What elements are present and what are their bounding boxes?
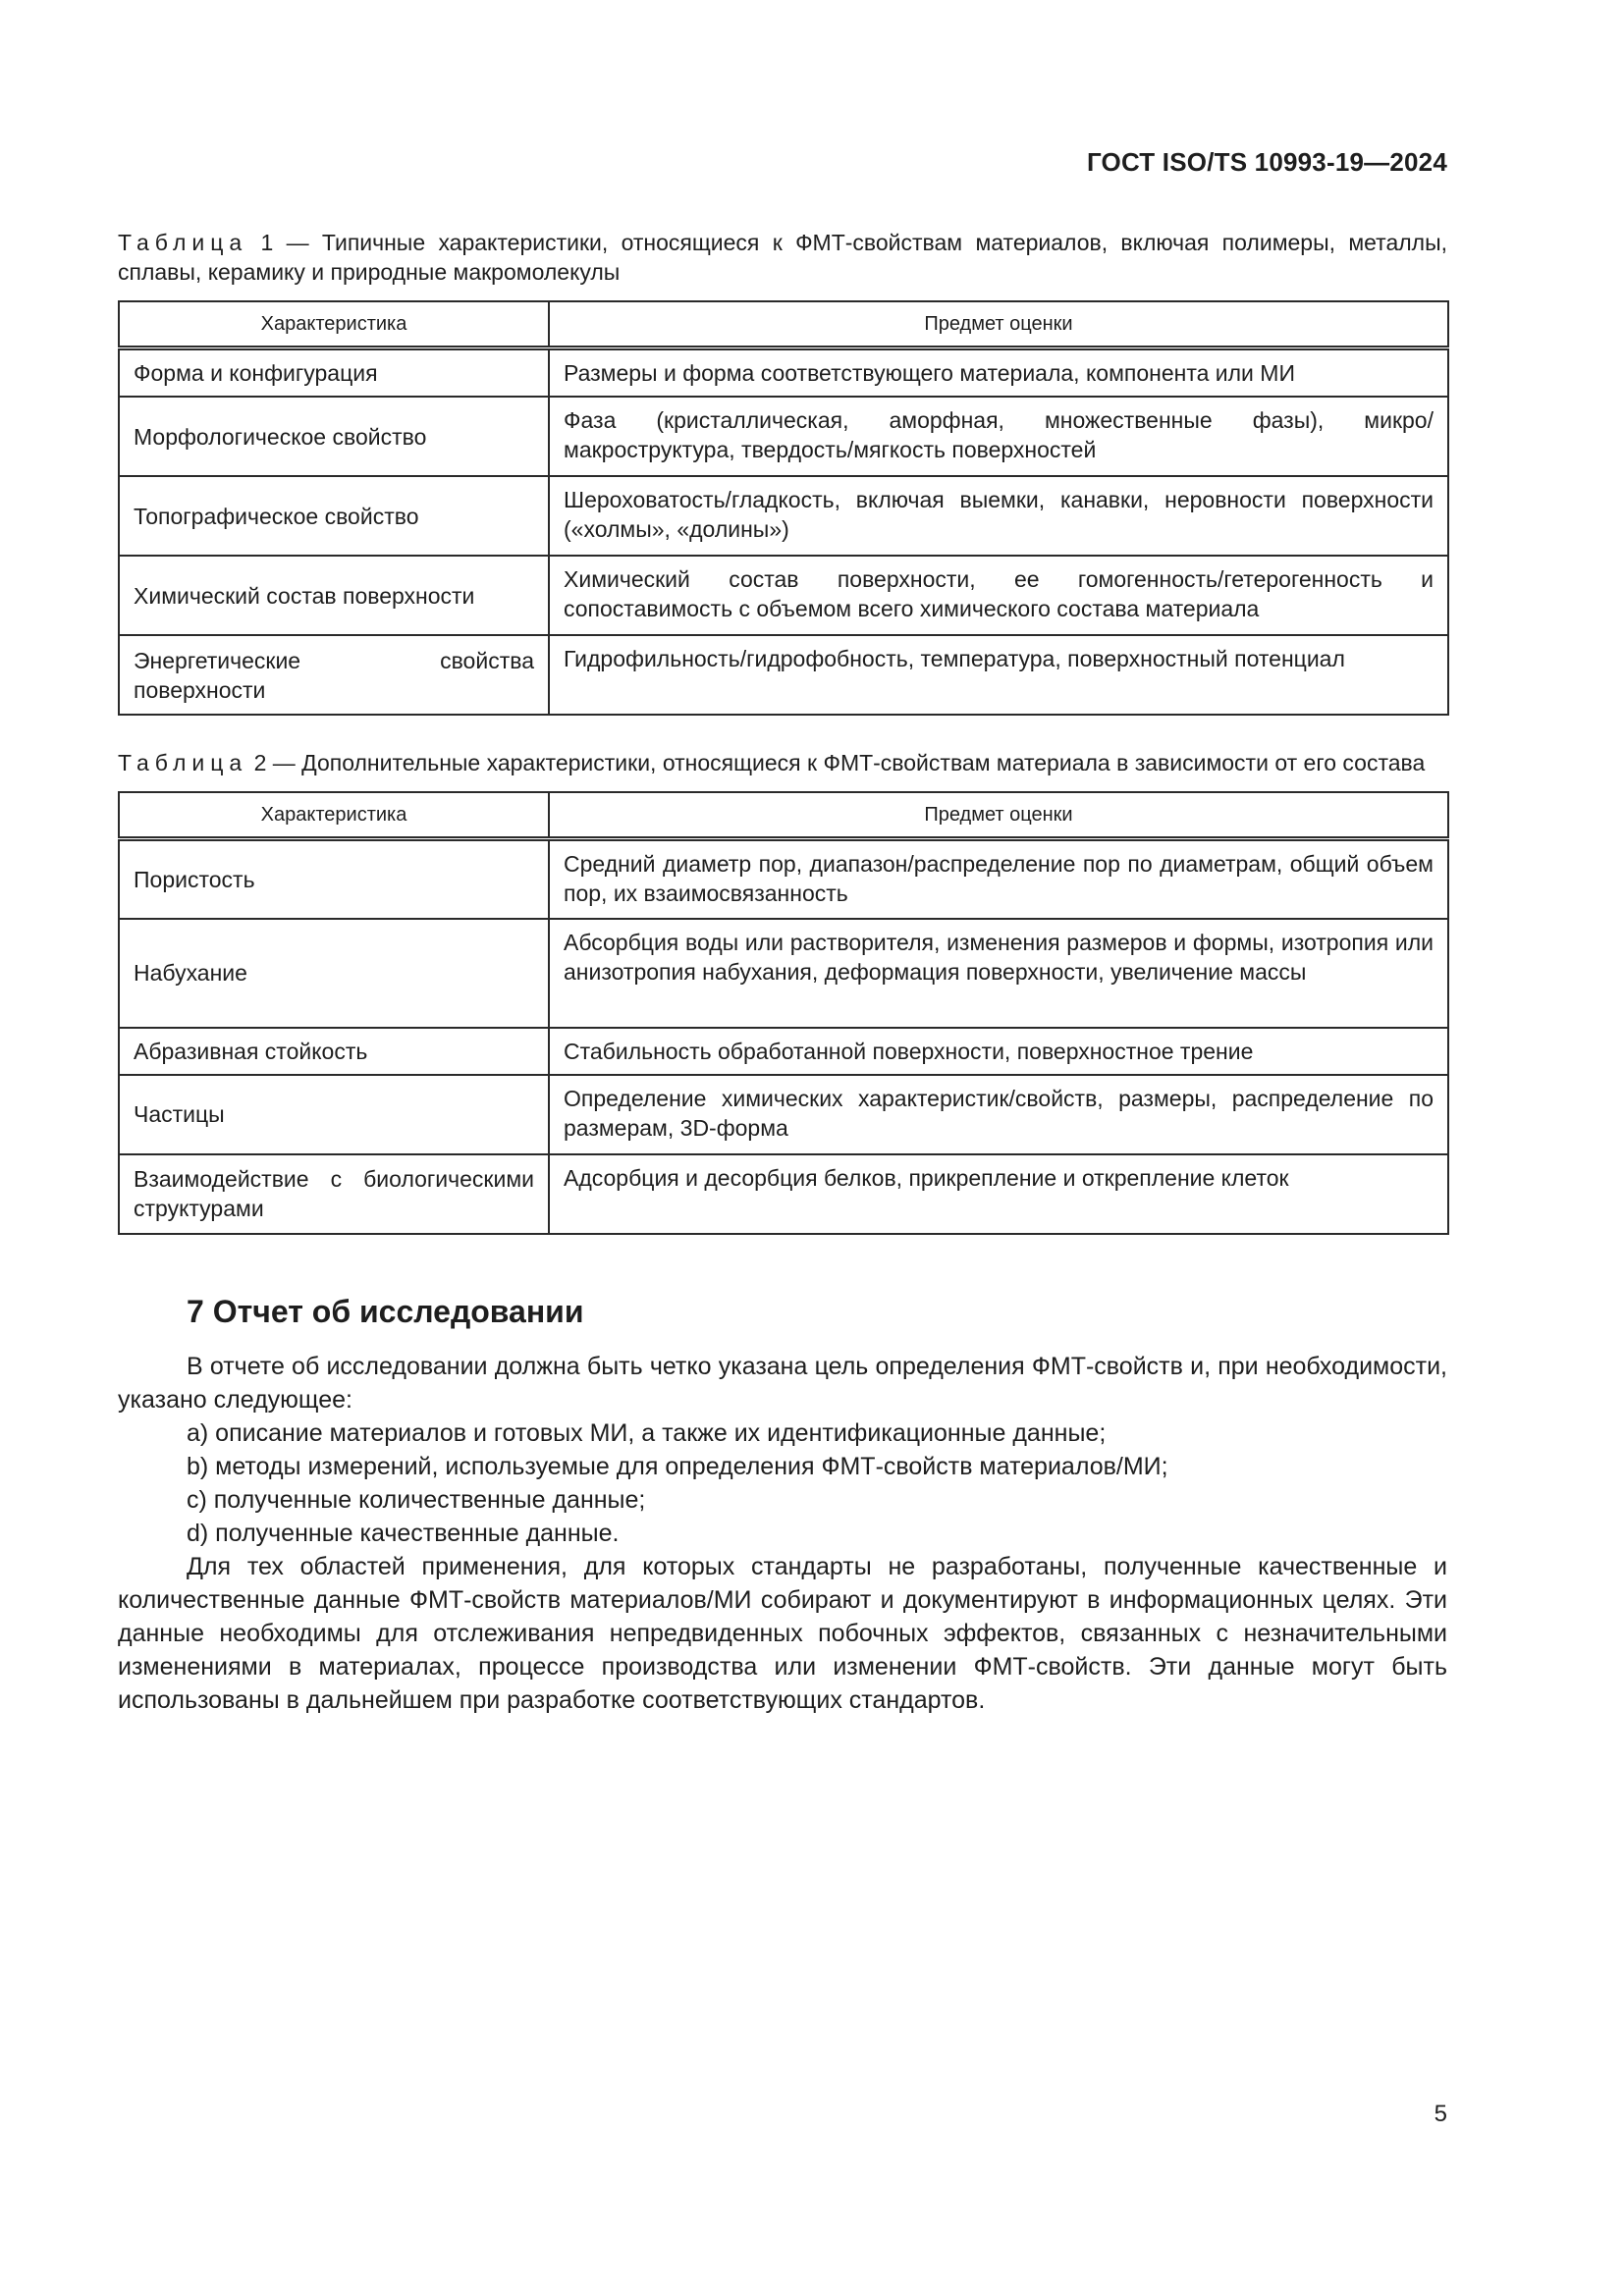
table-cell-characteristic: Форма и конфигурация [119,348,549,398]
table-row [119,635,1448,715]
table-row [119,476,1448,556]
table2-block [118,748,1447,1235]
table2-caption [118,748,1447,777]
page-number: 5 [1434,2101,1447,2127]
table2-caption-text: 2 — Дополнительные характеристики, относящиеся к ФМТ-свойствам материала в зависимости от его состава [247,750,1426,775]
table-row [119,839,1448,919]
section-title: 7 Отчет об исследовании [187,1294,584,1329]
table-row [119,919,1448,1028]
table-cell-subject: Фаза (кристаллическая, аморфная, множественные фазы), микро/макроструктура, твердость/мягкость поверхностей [549,397,1448,476]
table-cell-subject: Гидрофильность/гидрофобность, температура, поверхностный потенциал [549,635,1448,715]
table-row [119,1075,1448,1154]
table-row [119,348,1448,398]
section-7 [118,1294,1447,1717]
list-item: b) методы измерений, используемые для определения ФМТ-свойств материалов/МИ; [187,1453,1168,1480]
section-closing-paragraph: Для тех областей применения, для которых стандарты не разработаны, полученные качественные и количественные данные ФМТ-свойств материалов/МИ собирают и документируют в информационных целях. Эти данные необходимы для отслеживания непредвиденных побочных эффектов, связанных с незначительными изменениями в материалах, процессе производства или изменении ФМТ-свойств. Эти данные могут быть использованы в дальнейшем при разработке соответствующих стандартов. [118,1553,1447,1714]
table1-col-header: Предмет оценки [549,301,1448,348]
table2-col-header: Предмет оценки [549,792,1448,839]
table-row [119,556,1448,635]
list-item: d) полученные качественные данные. [187,1520,620,1547]
table-cell-subject: Средний диаметр пор, диапазон/распределение пор по диаметрам, общий объем пор, их взаимосвязанность [549,839,1448,919]
table-cell-characteristic: Взаимодействие с биологическими структурами [119,1154,549,1234]
table-cell-subject: Абсорбция воды или растворителя, изменения размеров и формы, изотропия или анизотропия набухания, деформация поверхности, увеличение массы [549,919,1448,1028]
table-cell-characteristic: Набухание [119,919,549,1028]
table-row [119,1154,1448,1234]
table1-block [118,228,1447,716]
table-row [119,397,1448,476]
document-code: ГОСТ ISO/TS 10993-19—2024 [1086,147,1447,177]
table1-col-header: Характеристика [119,301,549,348]
table1-header-row [119,301,1448,348]
table1-caption-label: Таблица [118,230,248,255]
table-row [119,1028,1448,1075]
table1-caption-text: 1 — Типичные характеристики, относящиеся к ФМТ-свойствам материалов, включая полимеры, металлы, сплавы, керамику и природные макромолекулы [118,230,1447,285]
list-item: а) описание материалов и готовых МИ, а также их идентификационные данные; [187,1419,1107,1447]
table-cell-subject: Размеры и форма соответствующего материала, компонента или МИ [549,348,1448,398]
table1-caption [118,228,1447,287]
table2-col-header: Характеристика [119,792,549,839]
table1 [118,300,1449,716]
table-cell-characteristic: Пористость [119,839,549,919]
table-cell-characteristic: Химический состав поверхности [119,556,549,635]
section-intro-paragraph: В отчете об исследовании должна быть четко указана цель определения ФМТ-свойств и, при необходимости, указано следующее: [118,1353,1447,1414]
table-cell-subject: Адсорбция и десорбция белков, прикрепление и открепление клеток [549,1154,1448,1234]
table-cell-characteristic: Энергетические свойства поверхности [119,635,549,715]
table-cell-subject: Шероховатость/гладкость, включая выемки, канавки, неровности поверхности («холмы», «долины») [549,476,1448,556]
table-cell-characteristic: Частицы [119,1075,549,1154]
table-cell-subject: Определение химических характеристик/свойств, размеры, распределение по размерам, 3D-форма [549,1075,1448,1154]
table-cell-characteristic: Морфологическое свойство [119,397,549,476]
table2-header-row [119,792,1448,839]
table2 [118,791,1449,1235]
table-cell-characteristic: Абразивная стойкость [119,1028,549,1075]
table2-caption-label: Таблица [118,750,248,775]
table-cell-subject: Стабильность обработанной поверхности, поверхностное трение [549,1028,1448,1075]
table-cell-subject: Химический состав поверхности, ее гомогенность/гетерогенность и сопоставимость с объемом всего химического состава материала [549,556,1448,635]
table-cell-characteristic: Топографическое свойство [119,476,549,556]
list-item: c) полученные количественные данные; [187,1486,646,1514]
